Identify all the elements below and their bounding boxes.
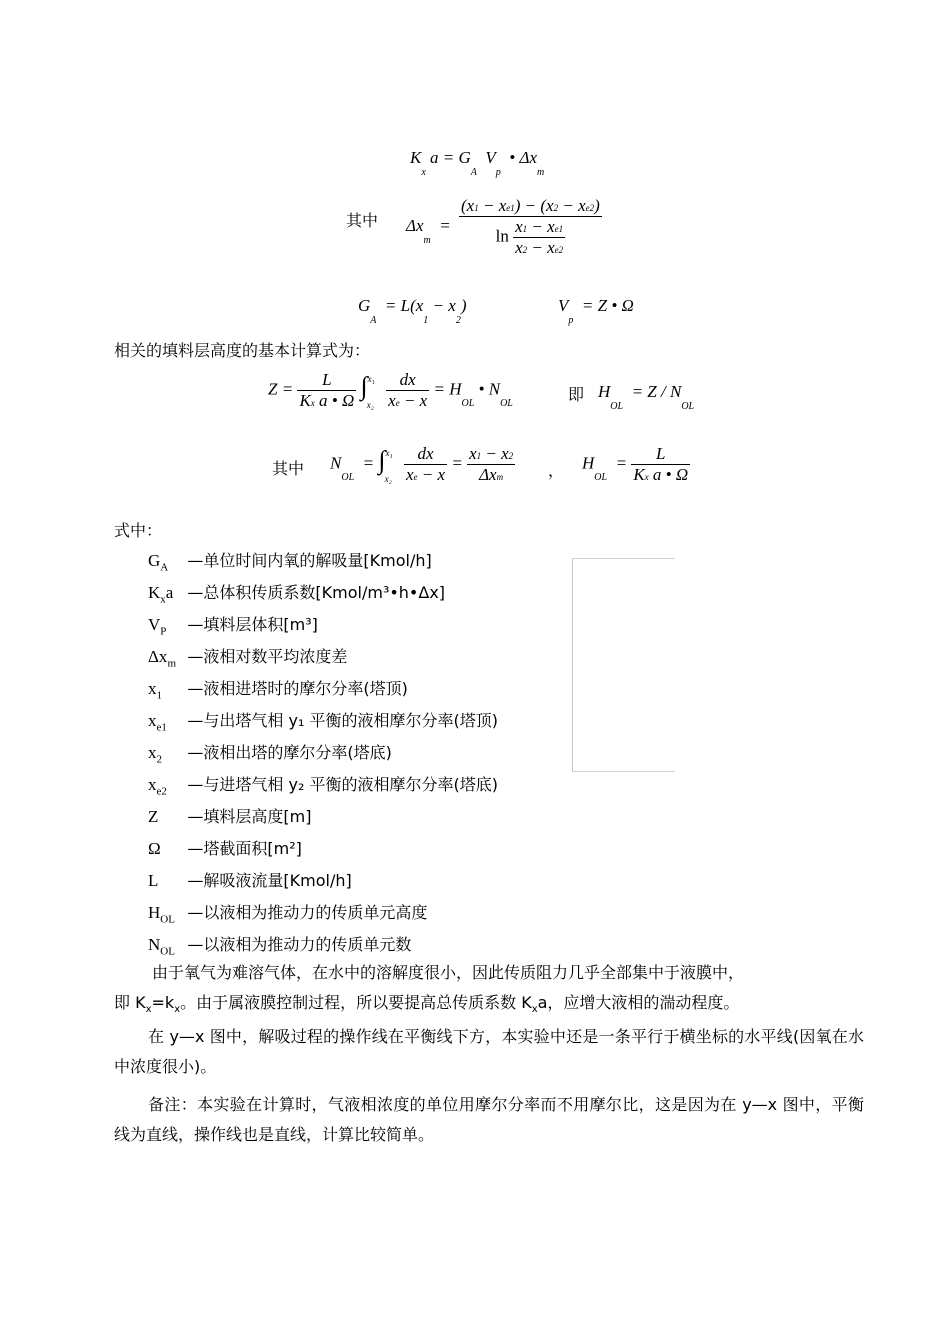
qizhong-label-2: 其中 xyxy=(272,459,305,478)
def-text: —总体积传质系数[Kmol/m³•h•Δx] xyxy=(187,583,446,602)
def-symbol: Z xyxy=(148,807,159,826)
equation-nol: $N_{OL} = \int^{x_1}_{x_2}$ $\frac{dx}{xe - x}$ = $\frac{x1 - x2}{\text{Δxm}}$ xyxy=(330,444,514,485)
definition-ga xyxy=(148,548,432,572)
shizhong-label: 式中： xyxy=(114,521,163,540)
qizhong-label-1: 其中 xyxy=(346,211,379,230)
paragraph-line: 由于氧气为难溶气体，在水中的溶解度很小，因此传质阻力几乎全部集中于液膜中， xyxy=(152,963,745,982)
paragraph-line: 即 $K_x=k_x$。由于属液膜控制过程，所以要提高总传质系数 $K_xa$，应增大液相的湍动程度。 xyxy=(114,993,740,1016)
def-text: —单位时间内氧的解吸量[Kmol/h] xyxy=(187,551,432,570)
def-symbol: L xyxy=(148,871,159,890)
def-text: —液相进塔时的摩尔分率(塔顶) xyxy=(187,679,408,698)
paragraph-note: 备注：本实验在计算时，气液相浓度的单位用摩尔分率而不用摩尔比，这是因为在 y—x 图中，平衡线为直线，操作线也是直线，计算比较简单。 xyxy=(114,1095,864,1144)
equation-kxa: $K_x$ $a = G_A$ $V_p$ • $\Delta x_m$ xyxy=(410,148,545,178)
def-symbol: $x_{e2}$ xyxy=(148,775,167,798)
def-text: —填料层高度[m] xyxy=(187,807,312,826)
def-text: —液相对数平均浓度差 xyxy=(187,647,348,666)
definition-omega xyxy=(148,836,302,860)
intro-text: 相关的填料层高度的基本计算式为： xyxy=(114,341,371,360)
def-text: —与出塔气相 y₁ 平衡的液相摩尔分率(塔顶) xyxy=(187,711,498,730)
def-symbol: Ω xyxy=(148,839,161,858)
def-symbol: $K_xa$ xyxy=(148,583,174,606)
definition-x1 xyxy=(148,676,408,700)
equation-ga: $G_A = L(x_1 - x_2)$ xyxy=(358,296,467,326)
def-text: —以液相为推动力的传质单元数 xyxy=(187,935,412,954)
ji-label: 即 xyxy=(568,385,585,404)
def-symbol: $x_1$ xyxy=(148,679,162,702)
def-symbol: $x_2$ xyxy=(148,743,162,766)
definition-nol xyxy=(148,932,411,956)
definition-xe2 xyxy=(148,772,498,796)
paragraph-liquid-film xyxy=(114,958,864,1025)
equation-vp: $V_p = Z$ • Ω xyxy=(558,296,634,326)
definition-xe1 xyxy=(148,708,498,732)
def-symbol: $\Delta x_m$ xyxy=(148,647,176,670)
def-text: —液相出塔的摩尔分率(塔底) xyxy=(187,743,392,762)
def-text: —与进塔气相 y₂ 平衡的液相摩尔分率(塔底) xyxy=(187,775,498,794)
definition-delta-xm xyxy=(148,644,347,668)
def-symbol: $N_{OL}$ xyxy=(148,935,175,958)
def-symbol: $G_A$ xyxy=(148,551,169,574)
def-text: —解吸液流量[Kmol/h] xyxy=(187,871,352,890)
paragraph-operating-line: 在 y—x 图中，解吸过程的操作线在平衡线下方，本实验中还是一条平行于横坐标的水平线(因氧在水中浓度很小)。 xyxy=(114,1027,864,1076)
definition-kxa xyxy=(148,580,445,604)
equation-delta-xm: $\Delta x_m$ = (x1 − xe1) − (x2 − xe2) ln $\frac{x1 - xe1}{x2 - xe2}$ xyxy=(406,196,600,257)
equation-hol-ratio: $H_{OL} = Z / N_{OL}$ xyxy=(598,382,695,412)
definition-x2 xyxy=(148,740,392,764)
comma-separator: ， xyxy=(548,461,565,480)
def-text: —填料层体积[m³] xyxy=(187,615,318,634)
def-symbol: $V_P$ xyxy=(148,615,167,638)
def-text: —以液相为推动力的传质单元高度 xyxy=(187,903,428,922)
equation-z: Z = $\frac{L}{\text{Kx a • Ω}}$ ∫$^{x_1}_{x_2}$ $\frac{dx}{xe - x}$ = $H_{OL}$ • $N_{OL}$ xyxy=(268,370,513,411)
definition-l xyxy=(148,868,352,892)
definition-z xyxy=(148,804,311,828)
def-symbol: $H_{OL}$ xyxy=(148,903,175,926)
empty-frame xyxy=(572,558,675,772)
equation-hol: $H_{OL}$ = $\frac{L}{\text{Kx a • Ω}}$ xyxy=(582,444,689,484)
def-text: —塔截面积[m²] xyxy=(187,839,302,858)
definition-vp xyxy=(148,612,318,636)
def-symbol: $x_{e1}$ xyxy=(148,711,167,734)
definition-hol xyxy=(148,900,427,924)
